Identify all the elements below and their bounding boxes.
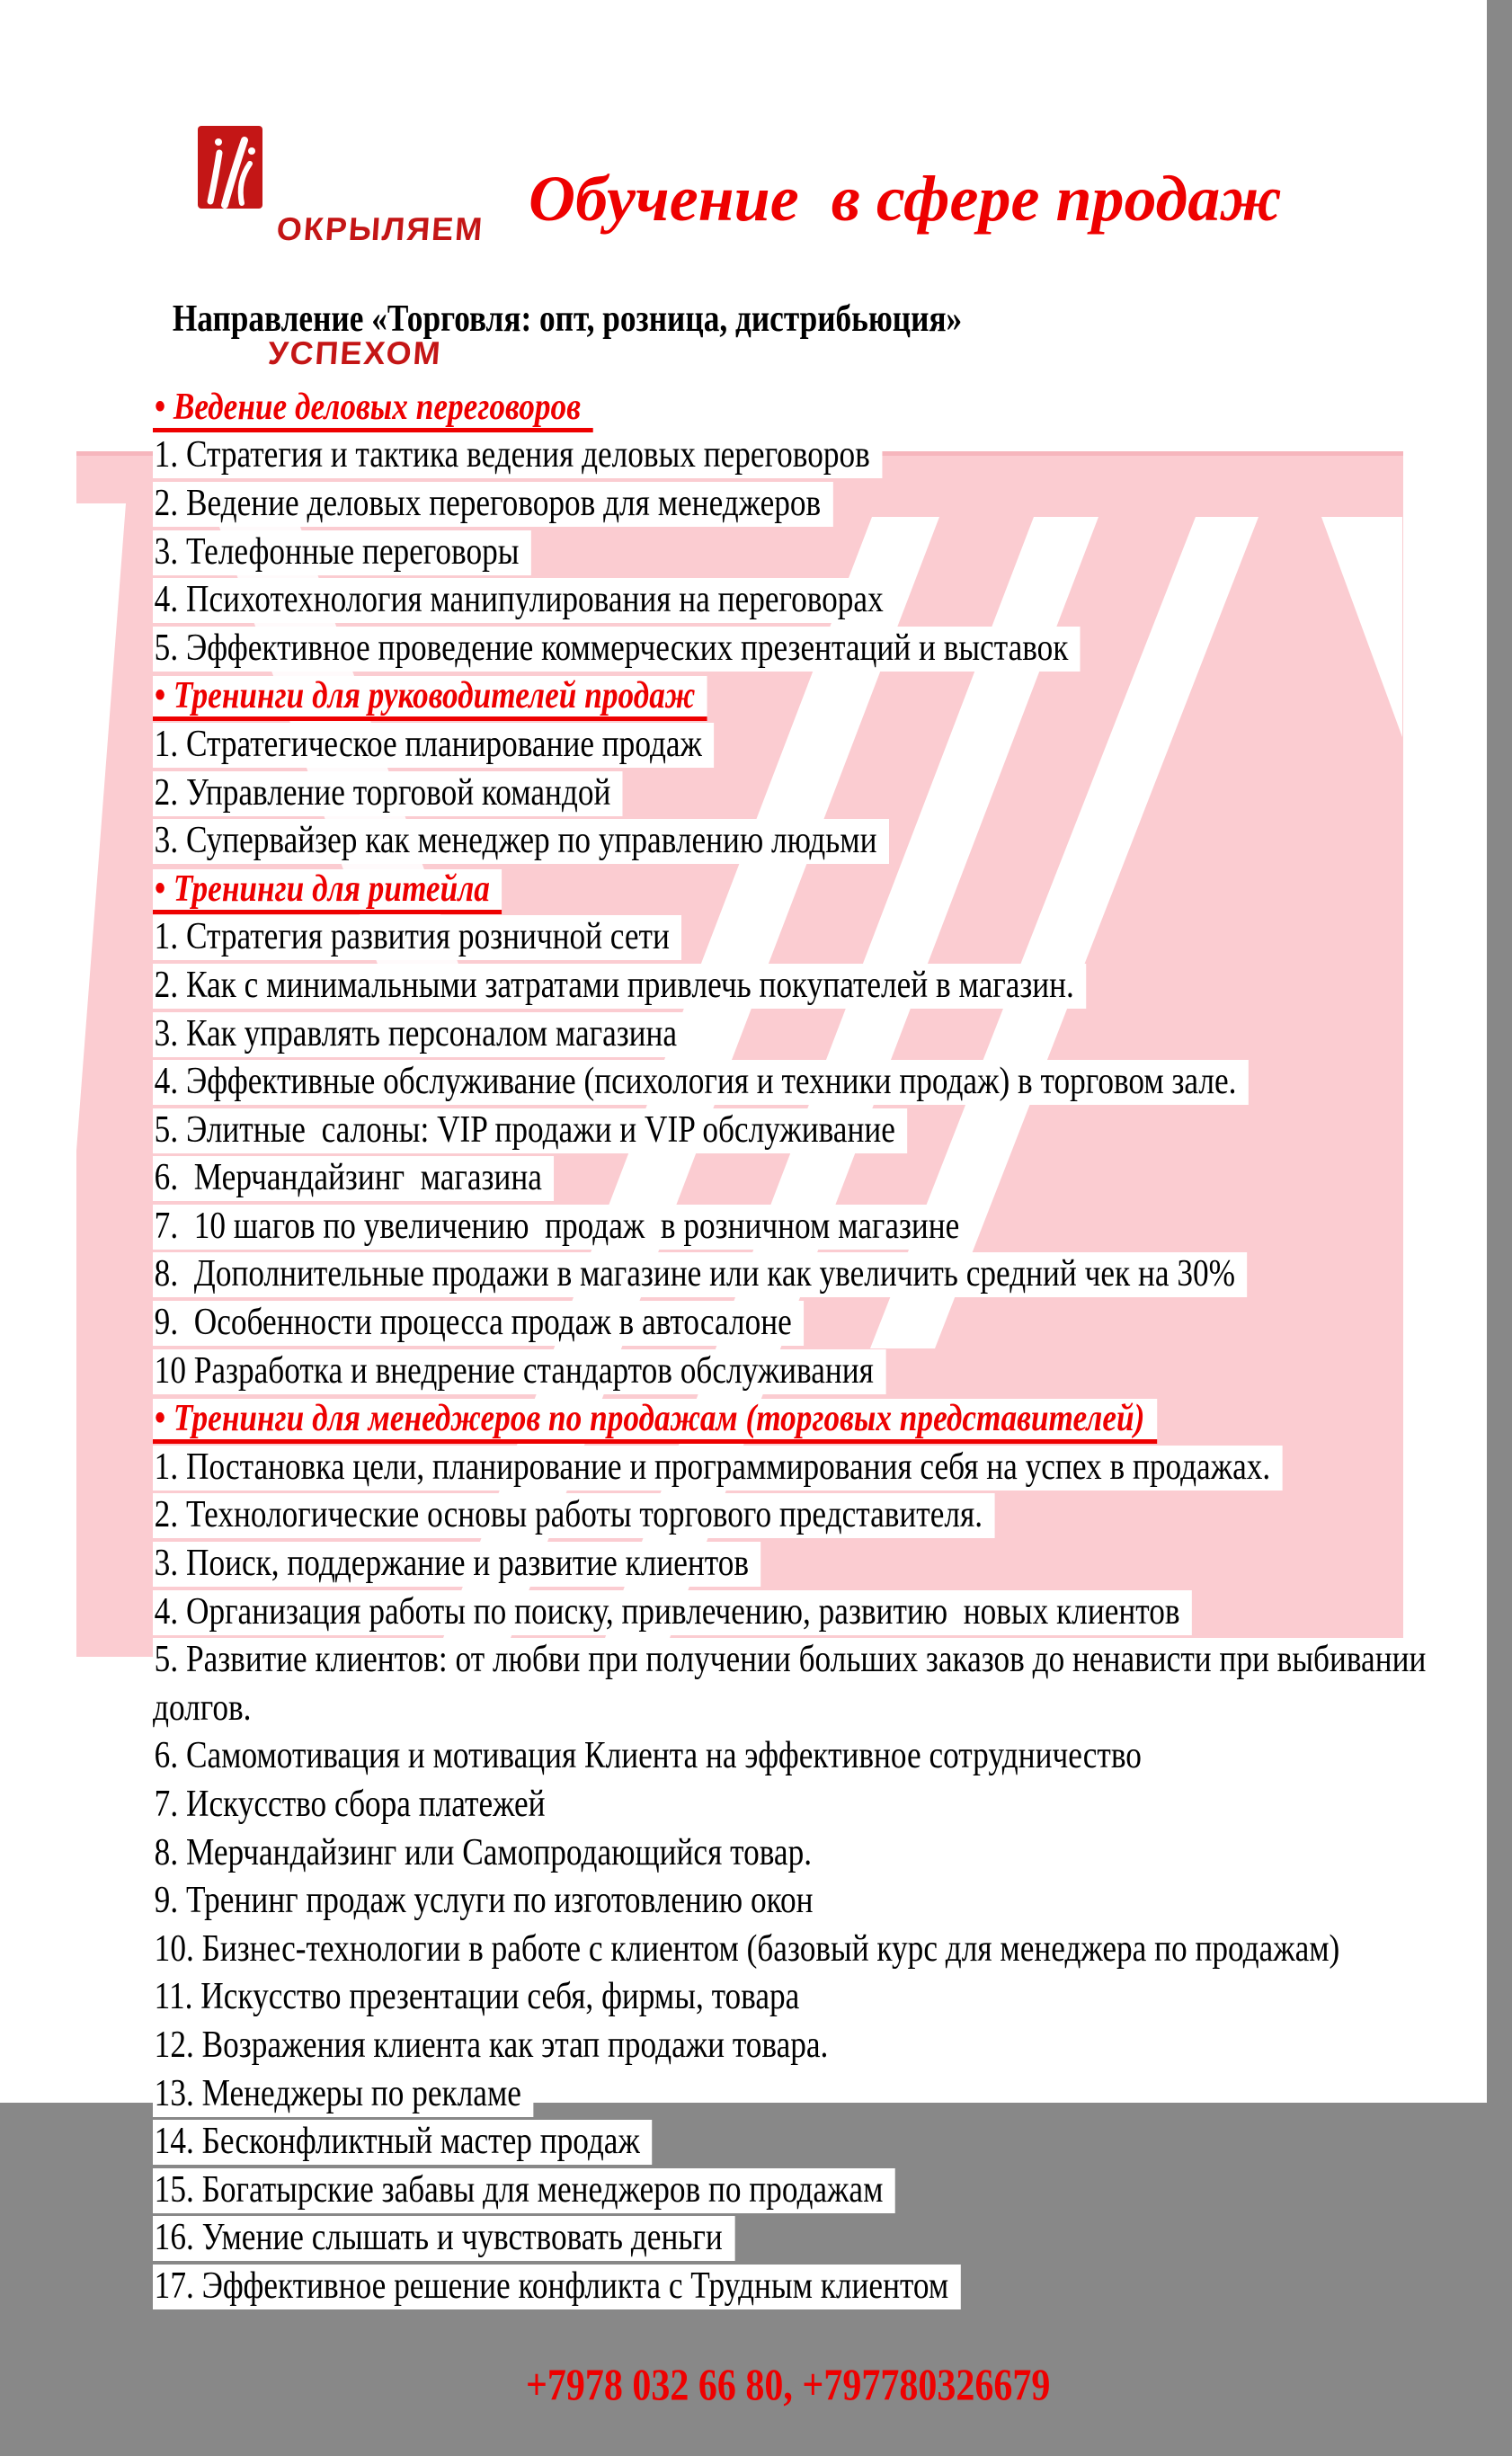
list-item [153, 1881, 1512, 1929]
list-item [153, 1303, 1512, 1351]
list-item-text: 9. Особенности процесса продаж в автосалоне [153, 1301, 804, 1346]
list-item-text: 6. Самомотивация и мотивация Клиента на эффективное сотрудничество [153, 1734, 1153, 1779]
list-item-text: 4. Психотехнология манипулирования на переговорах [153, 578, 895, 623]
list-item-text: 2. Ведение деловых переговоров для менеджеров [153, 482, 833, 527]
list-item-text: 3. Как управлять персоналом магазина [153, 1012, 689, 1057]
list-item-text: 9. Тренинг продаж услуги по изготовлению окон [153, 1879, 825, 1924]
list-item-text: 14. Бесконфликтный мастер продаж [153, 2120, 652, 2165]
list-item [153, 1592, 1512, 1641]
list-item [153, 821, 1512, 869]
list-item [153, 2122, 1512, 2170]
list-item [153, 2266, 1512, 2315]
logo-text-line2: УСПЕХОМ [266, 334, 444, 371]
list-item-text: 2. Управление торговой командой [153, 771, 623, 816]
list-item-text: 3. Телефонные переговоры [153, 530, 531, 575]
section-heading: • Ведение деловых переговоров [153, 387, 592, 432]
footer-phones-line [153, 2320, 1512, 2456]
list-item [153, 773, 1512, 822]
list-item [153, 628, 1512, 677]
list-item [153, 2074, 1512, 2122]
section-heading: • Тренинги для менеджеров по продажам (торговых представителей) [153, 1399, 1157, 1444]
list-item-text: 8. Дополнительные продажи в магазине или как увеличить средний чек на 30% [153, 1252, 1247, 1297]
list-item-text: 5. Развитие клиентов: от любви при получении больших заказов до ненависти при выбивании долгов. [153, 1638, 1434, 1731]
list-item [153, 1206, 1512, 1255]
list-item-text: 13. Менеджеры по рекламе [153, 2072, 533, 2117]
list-item [153, 917, 1512, 965]
list-item-text: 5. Эффективное проведение коммерческих презентаций и выставок [153, 627, 1081, 672]
sections-container [153, 387, 1512, 2315]
phone-numbers: +7978 032 66 80, +797780326679 [525, 2359, 1051, 2410]
list-item [153, 532, 1512, 581]
logo [197, 124, 485, 457]
list-item-text: 10 Разработка и внедрение стандартов обслуживания [153, 1349, 885, 1394]
list-item [153, 725, 1512, 773]
list-item [153, 1784, 1512, 1833]
list-item-text: 8. Мерчандайзинг или Самопродающийся товар. [153, 1831, 823, 1876]
list-item [153, 1640, 1512, 1736]
list-item-text: 12. Возражения клиента как этап продажи товара. [153, 2024, 840, 2069]
list-item [153, 2170, 1512, 2219]
list-item [153, 1833, 1512, 1882]
list-item [153, 1110, 1512, 1159]
list-item-text: 16. Умение слышать и чувствовать деньги [153, 2216, 734, 2261]
list-item-text: 10. Бизнес-технологии в работе с клиентом (базовый курс для менеджера по продажам) [153, 1927, 1352, 1972]
list-item [153, 1254, 1512, 1303]
list-item [153, 1351, 1512, 1400]
list-item-text: 3. Поиск, поддержание и развитие клиентов [153, 1542, 760, 1587]
direction-heading: Направление «Торговля: опт, розница, дистрибьюция» [171, 298, 973, 342]
logo-mark-icon [197, 124, 263, 210]
list-item [153, 484, 1512, 532]
list-item-text: 1. Постановка цели, планирование и программирования себя на успех в продажах. [153, 1446, 1283, 1491]
list-item-text: 1. Стратегия и тактика ведения деловых переговоров [153, 433, 882, 478]
list-item [153, 1014, 1512, 1063]
list-item-text: 4. Организация работы по поиску, привлечению, развитию новых клиентов [153, 1590, 1192, 1635]
list-item [153, 1736, 1512, 1784]
list-item [153, 1544, 1512, 1592]
list-item [153, 1929, 1512, 1978]
section-heading-line [153, 869, 1512, 918]
section-heading-line [153, 676, 1512, 725]
list-item [153, 2025, 1512, 2074]
content-column [153, 259, 1512, 2456]
list-item-text: 4. Эффективные обслуживание (психология и техники продаж) в торговом зале. [153, 1060, 1249, 1105]
section-heading: • Тренинги для ритейла [153, 869, 502, 914]
list-item-text: 11. Искусство презентации себя, фирмы, товара [153, 1975, 812, 2020]
list-item-text: 5. Элитные салоны: VIP продажи и VIP обслуживание [153, 1108, 907, 1153]
list-item-text: 1. Стратегическое планирование продаж [153, 723, 714, 768]
list-item-text: 6. Мерчандайзинг магазина [153, 1156, 554, 1201]
list-item-text: 17. Эффективное решение конфликта с Трудным клиентом [153, 2265, 961, 2309]
list-item-text: 7. 10 шагов по увеличению продаж в розничном магазине [153, 1205, 972, 1250]
list-item [153, 1447, 1512, 1496]
list-item [153, 1158, 1512, 1206]
logo-text-line1: ОКРЫЛЯЕМ [275, 210, 485, 247]
list-item [153, 965, 1512, 1014]
list-item-text: 2. Технологические основы работы торгового представителя. [153, 1493, 994, 1538]
section-heading: • Тренинги для руководителей продаж [153, 676, 707, 721]
list-item [153, 2218, 1512, 2266]
list-item [153, 1495, 1512, 1544]
page-title: Обучение в сфере продаж [529, 163, 1282, 235]
list-item-text: 3. Супервайзер как менеджер по управлению людьми [153, 819, 889, 864]
list-item [153, 1062, 1512, 1110]
logo-text [261, 126, 491, 457]
section-heading-line [153, 1399, 1512, 1447]
list-item-text: 7. Искусство сбора платежей [153, 1783, 557, 1828]
list-item [153, 1977, 1512, 2025]
list-item-text: 2. Как с минимальными затратами привлечь покупателей в магазин. [153, 964, 1086, 1009]
list-item [153, 580, 1512, 628]
list-item-text: 15. Богатырские забавы для менеджеров по продажам [153, 2168, 895, 2213]
list-item-text: 1. Стратегия развития розничной сети [153, 915, 681, 960]
